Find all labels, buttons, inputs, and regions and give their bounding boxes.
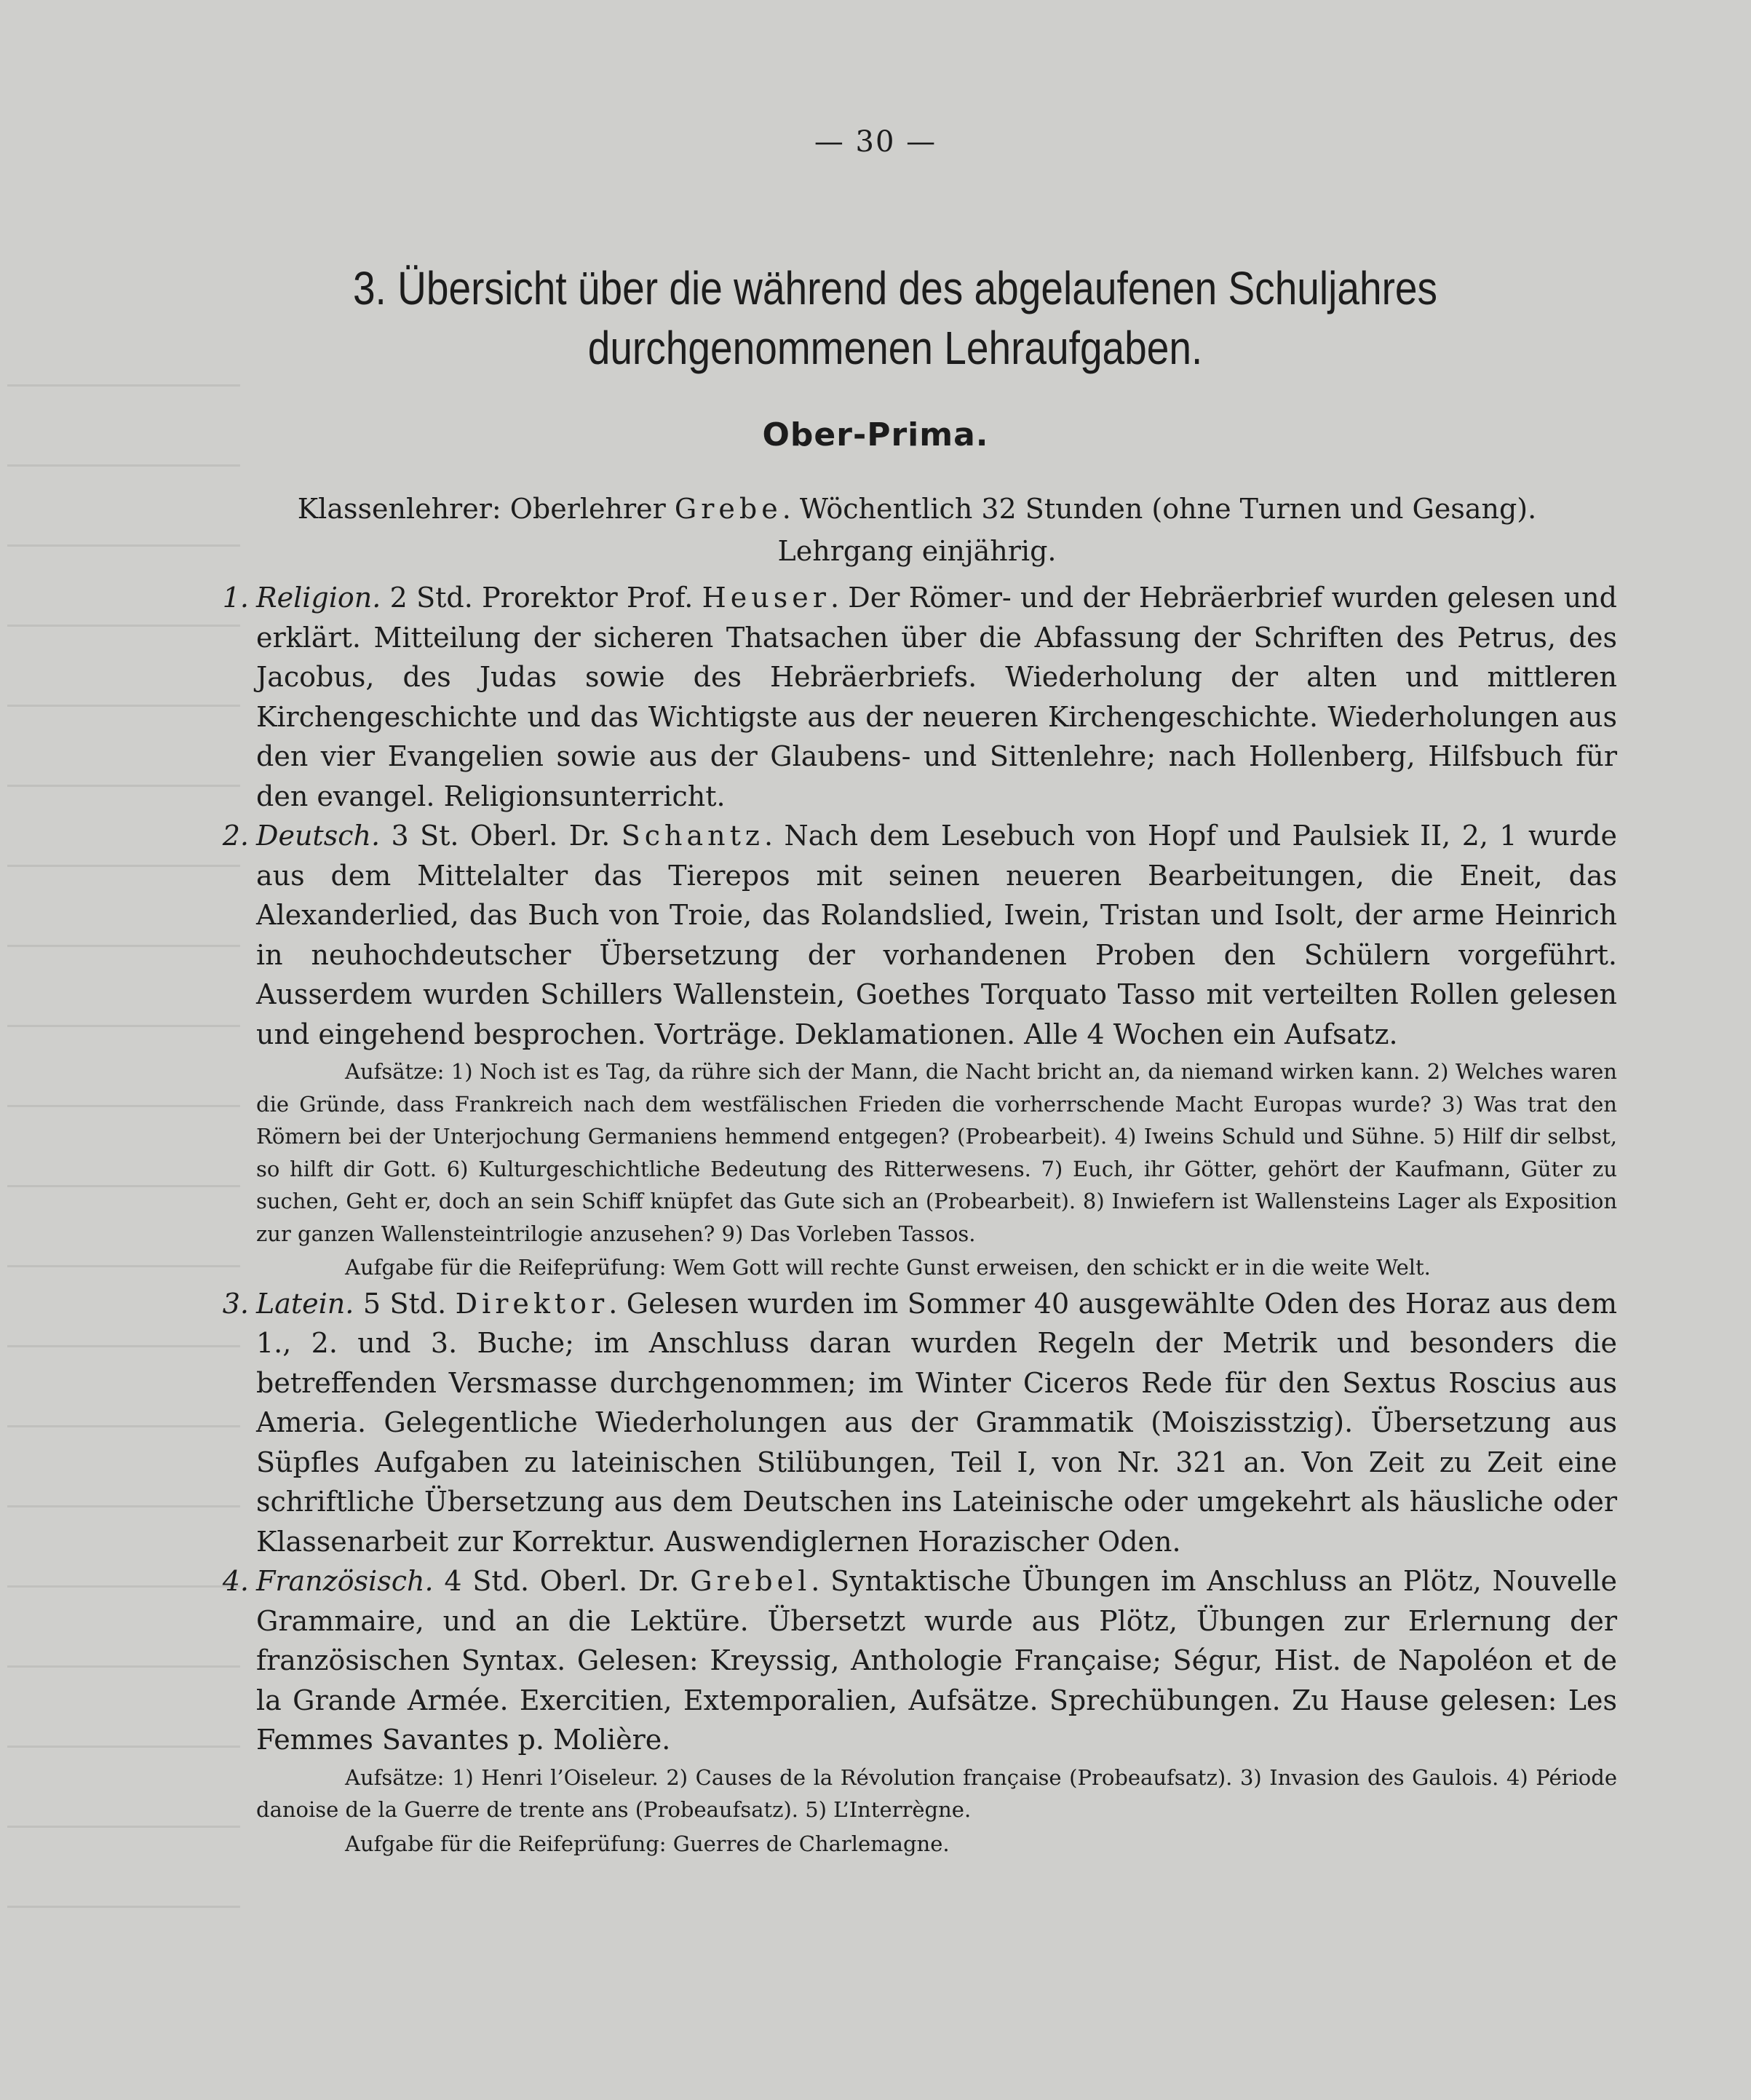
franzoesisch-essays: Aufsätze: 1) Henri l’Oiseleur. 2) Causes de la Révolution française (Probeaufsatz). 3) Invasion des Gaulois. 4) Période danoise de la Guerre de trente ans (Probeaufsatz). 5) L’Interrègne. — [256, 1764, 1617, 1822]
weekly-hours: . Wöchentlich 32 Stunden (ohne Turnen und Gesang). — [782, 493, 1537, 525]
teacher-prefix: Klassenlehrer: Oberlehrer — [297, 493, 675, 525]
subject-franzoesisch — [222, 1561, 1617, 1760]
franzoesisch-exam-task: Aufgabe für die Reifeprüfung: Guerres de Charlemagne. — [345, 1831, 950, 1856]
section-title-line-1: 3. Übersicht über die während des abgelaufenen Schuljahres — [352, 262, 1438, 314]
deutsch-essays: Aufsätze: 1) Noch ist es Tag, da rühre sich der Mann, die Nacht bricht an, da niemand wirken kann. 2) Welches waren die Gründe, dass Frankreich nach dem westfälischen Frieden die vorherrschende Macht Europas wurde? 3) Was trat den Römern bei der Unterjochung Germaniens hemmend entgegen? (Probearbeit). 4) Iweins Schuld und Sühne. 5) Hilf dir selbst, so hilft dir Gott. 6) Kulturgeschichtliche Bedeutung des Ritterwesens. 7) Euch, ihr Götter, gehört der Kaufmann, Güter zu suchen, Geht er, doch an sein Schiff knüpfet das Gute sich an (Probearbeit). 8) Inwiefern ist Wallensteins Lager als Exposition zur ganzen Wallensteintrilogie anzusehen? 9) Das Vorleben Tassos. — [256, 1059, 1617, 1246]
subject-intro: 3 St. Oberl. Dr. — [380, 820, 622, 852]
subject-intro: 2 Std. Prorektor Prof. — [381, 582, 702, 614]
subject-number: 1. — [222, 582, 249, 614]
subject-teacher: Direktor — [455, 1287, 609, 1320]
subjects-body — [222, 578, 1618, 1860]
subject-number: 3. — [222, 1287, 249, 1320]
class-meta — [218, 488, 1616, 572]
subject-name: Latein. — [256, 1287, 354, 1320]
section-title-line-2: durchgenommenen Lehraufgaben. — [587, 322, 1203, 374]
subject-intro: 5 Std. — [354, 1287, 456, 1320]
teacher-name: Grebe — [674, 493, 782, 525]
subject-name: Französisch. — [256, 1565, 434, 1597]
subject-text: . Syntaktische Übungen im Anschluss an Plötz, Nouvelle Grammaire, und an die Lektüre. Übersetzt wurde aus Plötz, Übungen zur Erlernung der französischen Syntax. Gelesen: Kreyssig, Anthologie Française; Ségur, Hist. de Napoléon et de la Grande Armée. Exercitien, Extemporalien, Aufsätze. Sprechübungen. Zu Hause gelesen: Les Femmes Savantes p. Molière. — [256, 1565, 1617, 1756]
section-title — [332, 258, 1458, 378]
class-teacher-line — [218, 488, 1616, 530]
subject-teacher: Heuser — [702, 582, 830, 614]
subject-text: . Nach dem Lesebuch von Hopf und Paulsiek II, 2, 1 wurde aus dem Mittelalter das Tierepos mit seinen neueren Bearbeitungen, die Eneit, das Alexanderlied, das Buch von Troie, das Rolandslied, Iwein, Tristan und Isolt, der arme Heinrich in neuhochdeutscher Übersetzung der vorhandenen Proben den Schülern vorgeführt. Ausserdem wurden Schillers Wallenstein, Goethes Torquato Tasso mit verteilten Rollen gelesen und eingehend besprochen. Vorträge. Deklamationen. Alle 4 Wochen ein Aufsatz. — [256, 820, 1618, 1050]
page-number: — 30 — — [814, 125, 937, 159]
subject-name: Deutsch. — [256, 820, 381, 852]
subject-teacher: Schantz — [621, 820, 764, 852]
subject-latein — [222, 1284, 1617, 1562]
subject-deutsch — [222, 816, 1618, 1054]
subject-text: . Gelesen wurden im Sommer 40 ausgewählte Oden des Horaz aus dem 1., 2. und 3. Buche; im Anschluss daran wurden Regeln der Metrik und besonders die betreffenden Versmasse durchgenommen; im Winter Ciceros Rede für den Sextus Roscius aus Ameria. Gelegentliche Wiederholungen aus der Grammatik (Moiszisstzig). Übersetzung aus Süpfles Aufgaben zu lateinischen Stilübungen, Teil I, von Nr. 321 an. Von Zeit zu Zeit eine schriftliche Übersetzung aus dem Deutschen ins Lateinische oder umgekehrt als häusliche oder Klassenarbeit zur Korrektur. Auswendiglernen Horazischer Oden. — [256, 1287, 1617, 1558]
class-heading: Ober-Prima. — [762, 416, 989, 453]
subject-religion — [222, 578, 1617, 816]
subject-name: Religion. — [256, 582, 381, 614]
course-duration: Lehrgang einjährig. — [777, 535, 1057, 567]
deutsch-exam-task: Aufgabe für die Reifeprüfung: Wem Gott will rechte Gunst erweisen, den schickt er in die weite Welt. — [345, 1255, 1431, 1280]
subject-intro: 4 Std. Oberl. Dr. — [433, 1565, 691, 1597]
subject-text: . Der Römer- und der Hebräerbrief wurden gelesen und erklärt. Mitteilung der sicheren Thatsachen über die Abfassung der Schriften des Petrus, des Jacobus, des Judas sowie des Hebräerbriefs. Wiederholung der alten und mittleren Kirchengeschichte und das Wichtigste aus der neueren Kirchengeschichte. Wiederholungen aus den vier Evangelien sowie aus der Glaubens- und Sittenlehre; nach Hollenberg, Hilfsbuch für den evangel. Religionsunterricht. — [256, 582, 1617, 812]
subject-number: 4. — [222, 1565, 249, 1597]
subject-teacher: Grebel — [690, 1565, 811, 1597]
subject-number: 2. — [222, 820, 249, 852]
